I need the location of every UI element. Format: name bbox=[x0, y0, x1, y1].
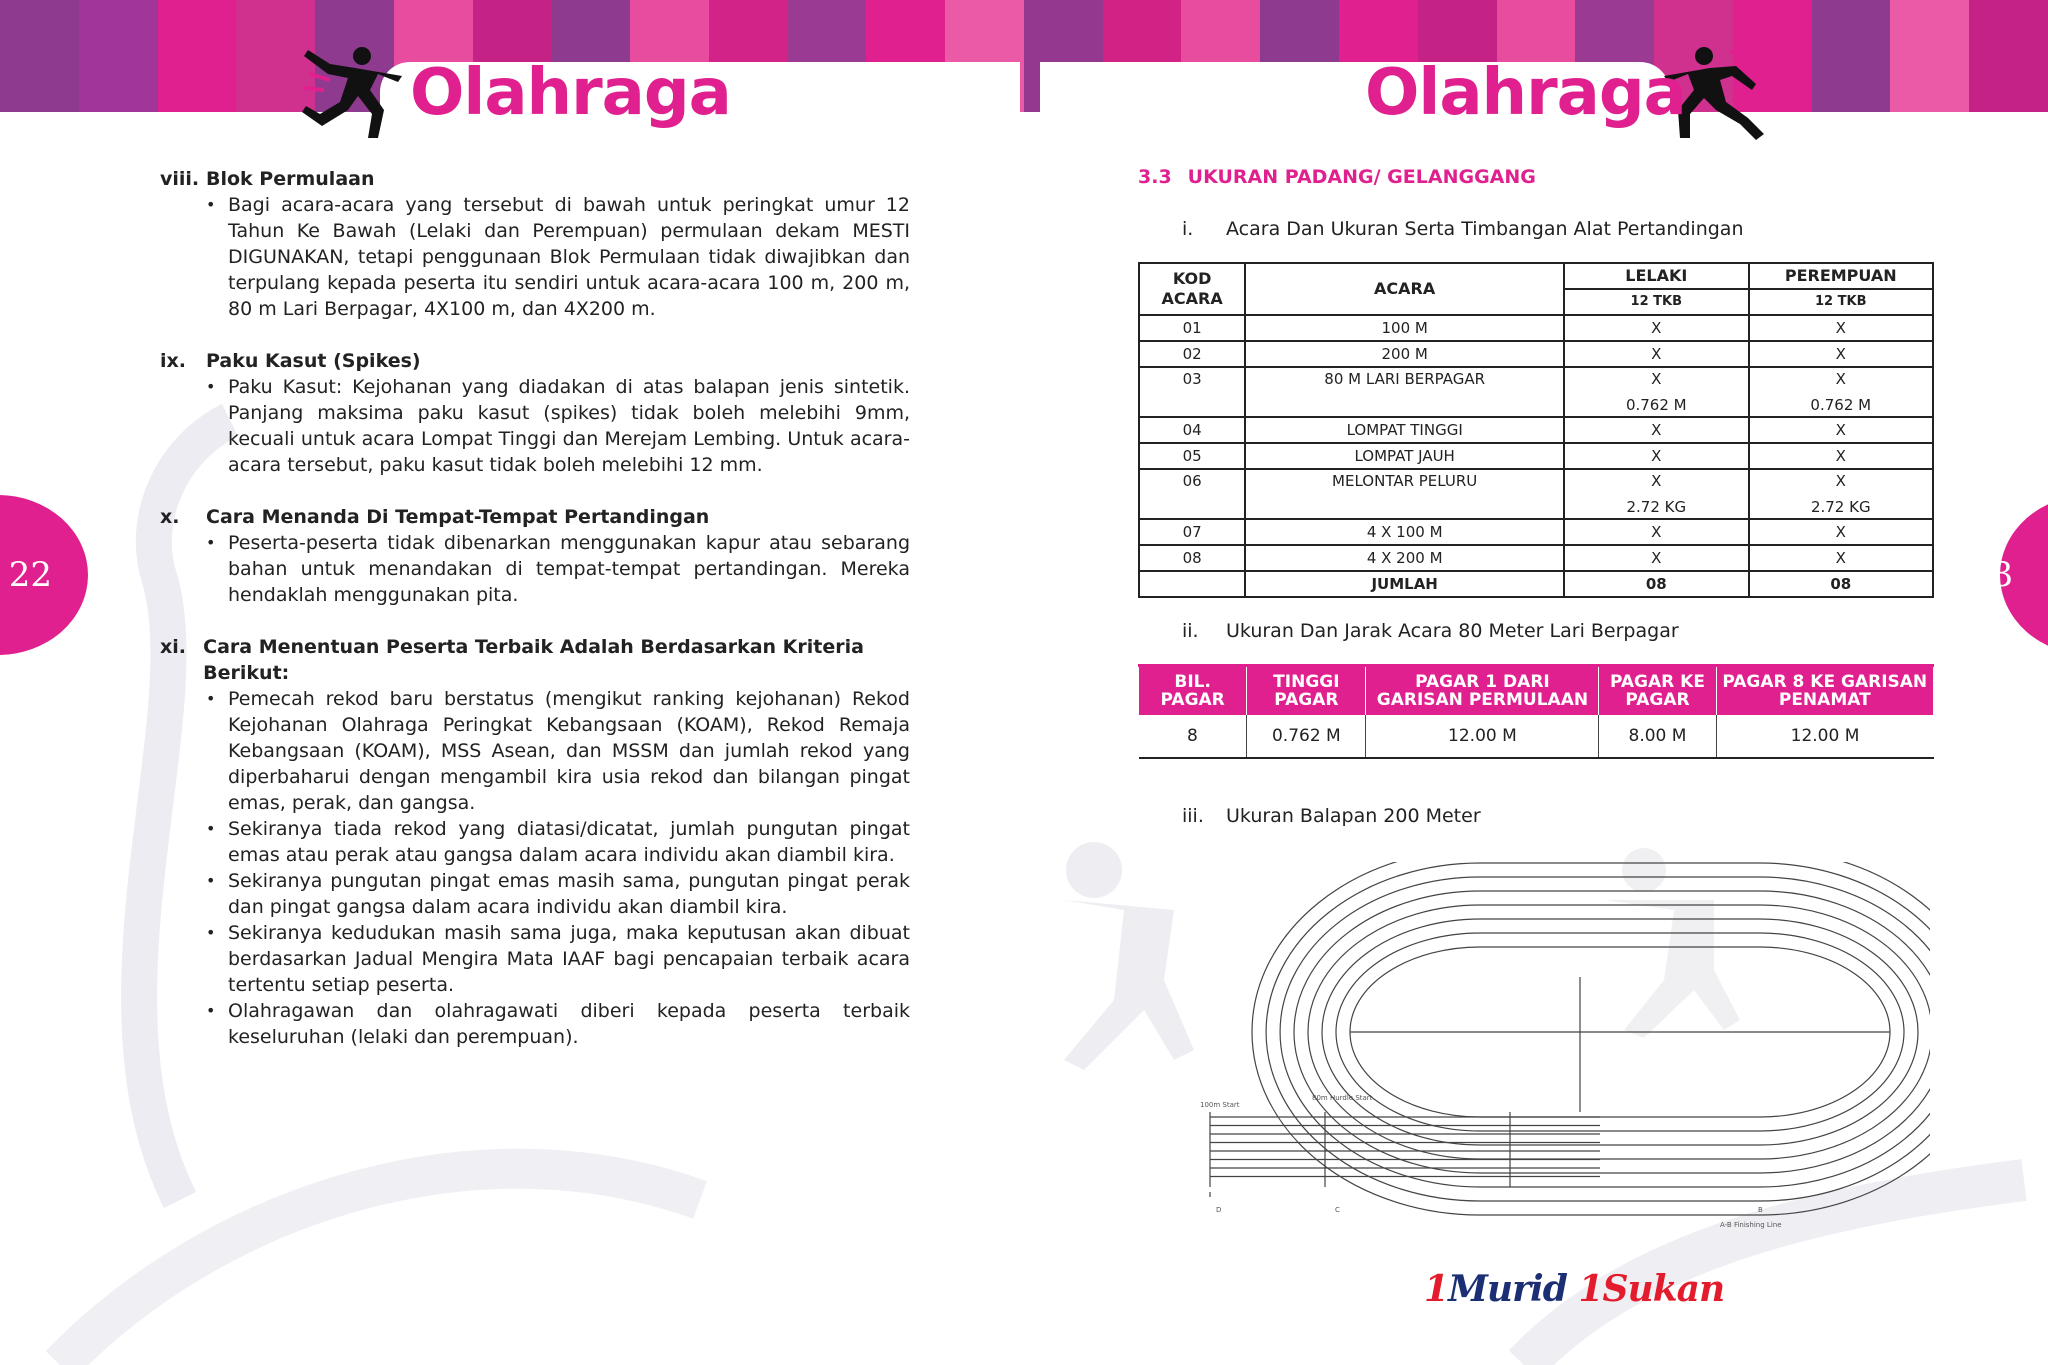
col-perempuan-tkb: 12 TKB bbox=[1749, 289, 1933, 315]
table-cell: 08 bbox=[1749, 571, 1933, 597]
table-row bbox=[1139, 469, 1933, 519]
left-page-content bbox=[160, 166, 910, 1076]
table-cell: 8 bbox=[1139, 715, 1247, 758]
section-number: xi. bbox=[160, 636, 186, 658]
table-cell: LOMPAT TINGGI bbox=[1245, 417, 1564, 443]
section-heading bbox=[160, 504, 910, 530]
table-cell: 0.762 M bbox=[1247, 715, 1366, 758]
stripe bbox=[1812, 0, 1891, 112]
table-cell: LOMPAT JAUH bbox=[1245, 443, 1564, 469]
stripe bbox=[79, 0, 158, 112]
table-cell: 80 M LARI BERPAGAR bbox=[1245, 367, 1564, 417]
table-header: PAGAR 8 KE GARISAN PENAMAT bbox=[1716, 666, 1933, 716]
table-cell bbox=[1139, 571, 1245, 597]
label-80m-hurdle: 80m Hurdle Start bbox=[1312, 1094, 1373, 1102]
bullet-item: • Pemecah rekod baru berstatus (mengikut ranking kejohanan) Rekod Kejohanan Olahraga Peringkat Kebangsaan (KOAM), Rekod Remaja Kebangsaan (KOAM), MSS Asean, dan MSSM dan jumlah rekod yang diperbaharui dengan mengambil kira usia rekod dan bilangan pingat emas, perak, dan gangsa. bbox=[206, 686, 910, 816]
col-lelaki-tkb: 12 TKB bbox=[1564, 289, 1748, 315]
table-header: PAGAR KE PAGAR bbox=[1599, 666, 1716, 716]
bullet-item: • Sekiranya pungutan pingat emas masih sama, pungutan pingat perak dan pingat gangsa dalam acara individu akan diambil kira. bbox=[206, 868, 910, 920]
section-number: viii. bbox=[160, 168, 200, 190]
table-cell: 07 bbox=[1139, 519, 1245, 545]
table-cell: 04 bbox=[1139, 417, 1245, 443]
table-cell: 03 bbox=[1139, 367, 1245, 417]
runner-icon bbox=[300, 44, 410, 140]
table-cell: 08 bbox=[1564, 571, 1748, 597]
table-cell: X 2.72 KG bbox=[1564, 469, 1748, 519]
table-row bbox=[1139, 341, 1933, 367]
table-cell: 4 X 200 M bbox=[1245, 545, 1564, 571]
section-title: Paku Kasut (Spikes) bbox=[206, 350, 421, 372]
table-cell: X bbox=[1564, 417, 1748, 443]
table-cell: 4 X 100 M bbox=[1245, 519, 1564, 545]
table-total-row bbox=[1139, 571, 1933, 597]
subsection-iii: iii. Ukuran Balapan 200 Meter bbox=[1182, 805, 1481, 827]
section-heading bbox=[160, 166, 910, 192]
table-cell: X bbox=[1749, 341, 1933, 367]
section-heading: 3.3 UKURAN PADANG/ GELANGGANG bbox=[1138, 166, 1536, 188]
table-cell: X 0.762 M bbox=[1564, 367, 1748, 417]
bullet-list bbox=[160, 686, 910, 1050]
table-cell: X bbox=[1749, 315, 1933, 341]
bullet-item: • Olahragawan dan olahragawati diberi kepada peserta terbaik keseluruhan (lelaki dan perempuan). bbox=[206, 998, 910, 1050]
table-cell: 02 bbox=[1139, 341, 1245, 367]
col-perempuan: PEREMPUAN bbox=[1749, 263, 1933, 289]
bullet-item: • Paku Kasut: Kejohanan yang diadakan di atas balapan jenis sintetik. Panjang maksima paku kasut (spikes) tidak boleh melebihi 9mm, kecuali untuk acara Lompat Tinggi dan Merejam Lembing. Untuk acara-acara tersebut, paku kasut tidak boleh melebihi 12 mm. bbox=[206, 374, 910, 478]
table-cell: 12.00 M bbox=[1366, 715, 1599, 758]
table-cell: X 0.762 M bbox=[1749, 367, 1933, 417]
bullet-list bbox=[160, 374, 910, 478]
bullet-item: • Bagi acara-acara yang tersebut di bawah untuk peringkat umur 12 Tahun Ke Bawah (Lelaki dan Perempuan) permulaan dekam MESTI DIGUNAKAN, tetapi penggunaan Blok Permulaan tidak diwajibkan dan terpulang kepada peserta itu sendiri untuk acara-acara 100 m, 200 m, 80 m Lari Berpagar, 4X100 m, dan 4X200 m. bbox=[206, 192, 910, 322]
table-row bbox=[1139, 519, 1933, 545]
col-lelaki: LELAKI bbox=[1564, 263, 1748, 289]
table-cell: JUMLAH bbox=[1245, 571, 1564, 597]
bullet-item: • Sekiranya kedudukan masih sama juga, maka keputusan akan dibuat berdasarkan Jadual Mengira Mata IAAF bagi pencapaian terbaik acara tertentu setiap peserta. bbox=[206, 920, 910, 998]
section-3 bbox=[160, 634, 910, 1050]
label-c: C bbox=[1335, 1206, 1340, 1214]
table-cell: X bbox=[1749, 417, 1933, 443]
table-cell: X bbox=[1564, 545, 1748, 571]
stripe bbox=[1890, 0, 1969, 112]
stripe bbox=[158, 0, 237, 112]
table-cell: X bbox=[1749, 545, 1933, 571]
table-cell: 200 M bbox=[1245, 341, 1564, 367]
table-cell: 12.00 M bbox=[1716, 715, 1933, 758]
right-page-content bbox=[1138, 166, 1938, 827]
table-header: TINGGI PAGAR bbox=[1247, 666, 1366, 716]
page-title-right: Olahraga bbox=[1365, 56, 1686, 130]
subsection-i: i. Acara Dan Ukuran Serta Timbangan Alat Pertandingan bbox=[1182, 218, 1744, 240]
table-cell: X bbox=[1564, 341, 1748, 367]
table-row bbox=[1139, 367, 1933, 417]
bullet-item: • Peserta-peserta tidak dibenarkan menggunakan kapur atau sebarang bahan untuk menandakan di tempat-tempat pertandingan. Mereka hendaklah menggunakan pita. bbox=[206, 530, 910, 608]
table-row bbox=[1139, 443, 1933, 469]
subsection-ii: ii. Ukuran Dan Jarak Acara 80 Meter Lari Berpagar bbox=[1182, 620, 1679, 642]
label-b: B bbox=[1758, 1206, 1763, 1214]
table-cell: 01 bbox=[1139, 315, 1245, 341]
page-number-right: 23 bbox=[2000, 495, 2048, 655]
section-number: ix. bbox=[160, 350, 186, 372]
page-number-left: 22 bbox=[0, 495, 88, 655]
section-2 bbox=[160, 504, 910, 608]
table-header: BIL. PAGAR bbox=[1139, 666, 1247, 716]
table-cell: 8.00 M bbox=[1599, 715, 1716, 758]
events-table bbox=[1138, 262, 1934, 598]
section-0 bbox=[160, 166, 910, 322]
table-cell: 06 bbox=[1139, 469, 1245, 519]
table-row bbox=[1139, 545, 1933, 571]
table-cell: X 2.72 KG bbox=[1749, 469, 1933, 519]
bullet-list bbox=[160, 192, 910, 322]
col-acara: ACARA bbox=[1245, 263, 1564, 315]
table-cell: MELONTAR PELURU bbox=[1245, 469, 1564, 519]
section-title: Blok Permulaan bbox=[206, 168, 375, 190]
table-cell: X bbox=[1564, 443, 1748, 469]
section-title: Cara Menentuan Peserta Terbaik Adalah Berdasarkan Kriteria Berikut: bbox=[203, 636, 864, 684]
table-cell: 100 M bbox=[1245, 315, 1564, 341]
table-row bbox=[1139, 315, 1933, 341]
table-cell: 08 bbox=[1139, 545, 1245, 571]
label-d: D bbox=[1216, 1206, 1222, 1214]
bullet-item: • Sekiranya tiada rekod yang diatasi/dicatat, jumlah pungutan pingat emas atau perak atau gangsa dalam acara individu akan diambil kira. bbox=[206, 816, 910, 868]
section-heading bbox=[160, 348, 910, 374]
table-cell: X bbox=[1749, 519, 1933, 545]
stripe bbox=[0, 0, 79, 112]
table-cell: X bbox=[1749, 443, 1933, 469]
stripe bbox=[1969, 0, 2048, 112]
table-cell: X bbox=[1564, 315, 1748, 341]
label-finish: A-B Finishing Line bbox=[1720, 1221, 1782, 1229]
section-heading bbox=[160, 634, 910, 686]
table-row bbox=[1139, 417, 1933, 443]
col-kod: KOD ACARA bbox=[1139, 263, 1245, 315]
brand-logo: 1Murid 1Sukan bbox=[1424, 1268, 1725, 1310]
table-cell: X bbox=[1564, 519, 1748, 545]
table-header: PAGAR 1 DARI GARISAN PERMULAAN bbox=[1366, 666, 1599, 716]
table-cell: 05 bbox=[1139, 443, 1245, 469]
bullet-list bbox=[160, 530, 910, 608]
label-100m-start: 100m Start bbox=[1200, 1101, 1240, 1109]
hurdles-table bbox=[1138, 664, 1934, 759]
section-number: x. bbox=[160, 506, 180, 528]
section-title: Cara Menanda Di Tempat-Tempat Pertandingan bbox=[206, 506, 710, 528]
page-title-left: Olahraga bbox=[410, 56, 731, 130]
track-diagram bbox=[1180, 862, 1930, 1252]
section-1 bbox=[160, 348, 910, 478]
